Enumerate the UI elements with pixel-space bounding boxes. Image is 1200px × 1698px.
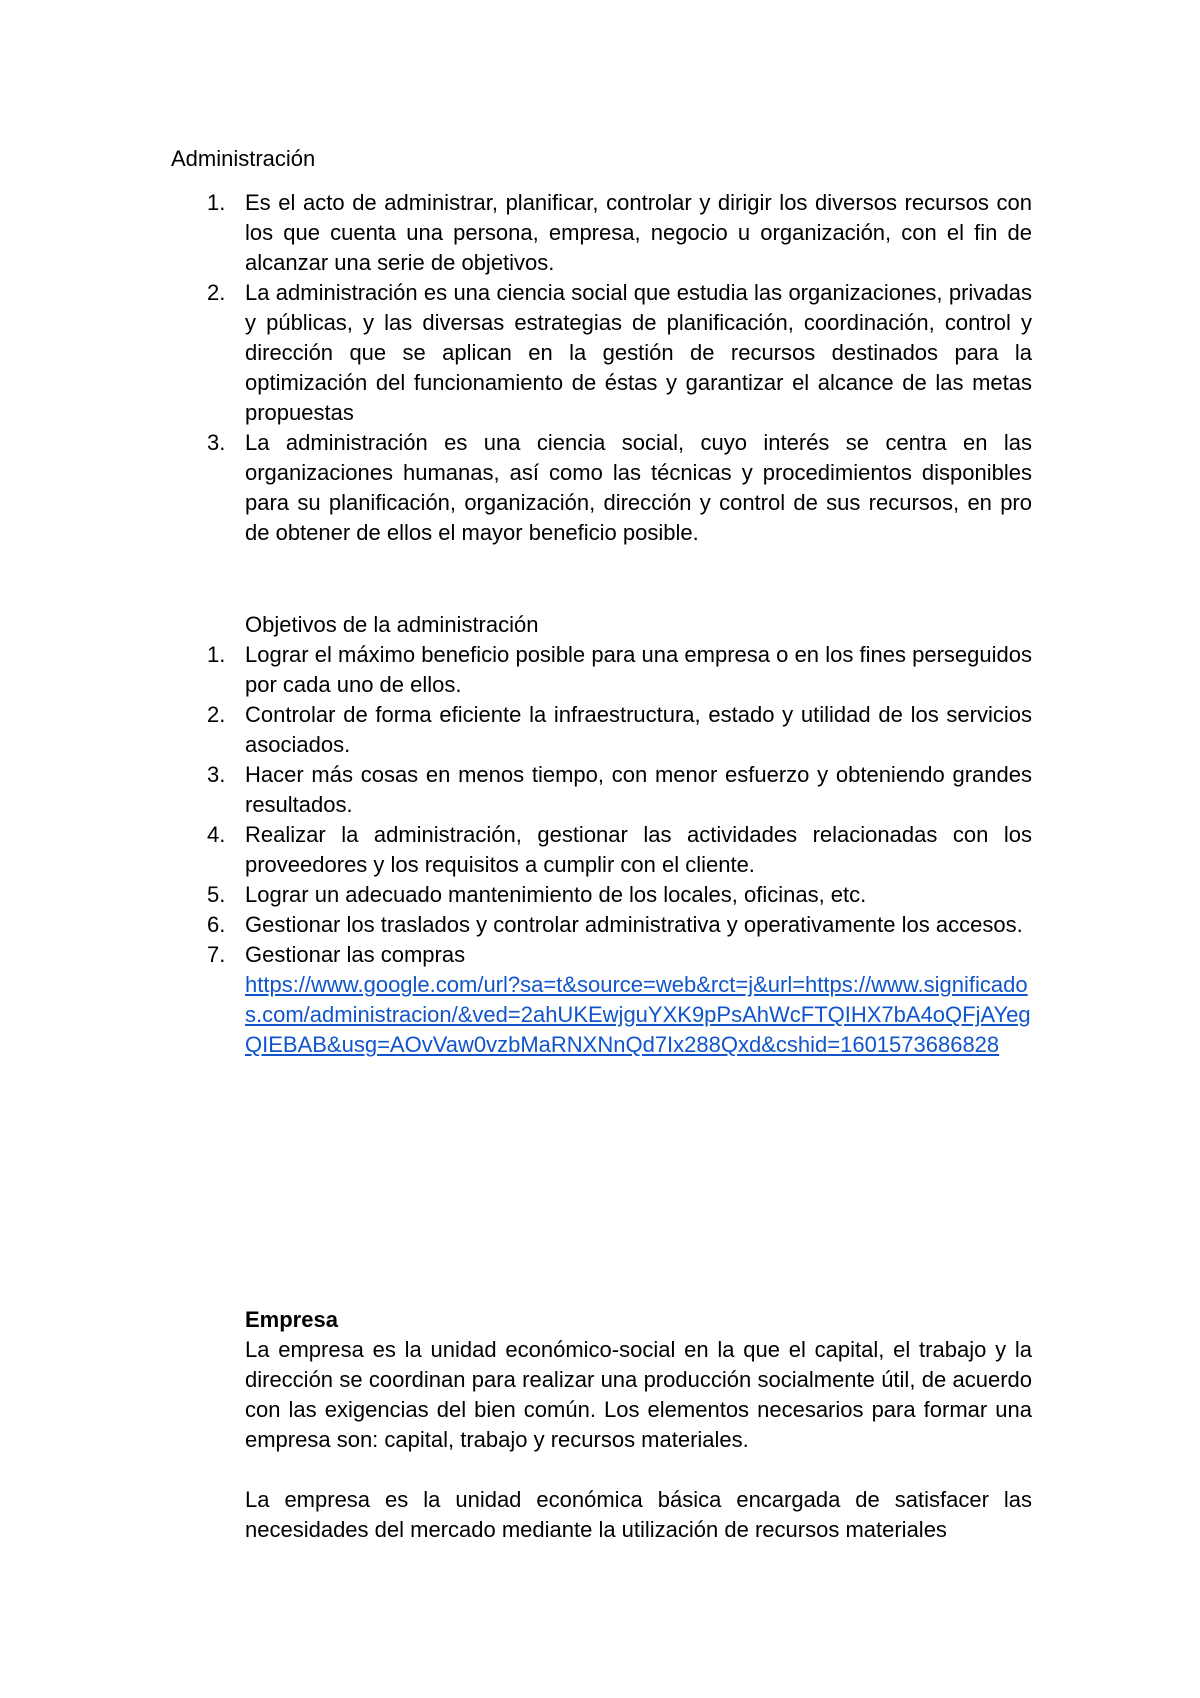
list-item-text: Lograr un adecuado mantenimiento de los locales, oficinas, etc. <box>245 882 867 907</box>
list-item-text: Gestionar las compras <box>245 942 466 967</box>
document-title: Administración <box>171 146 316 171</box>
list-item-text: Hacer más cosas en menos tiempo, con menor esfuerzo y obteniendo grandes resultados. <box>245 762 1032 817</box>
list-item-text: Lograr el máximo beneficio posible para una empresa o en los fines perseguidos por cada uno de ellos. <box>245 642 1032 697</box>
list-item <box>0 700 1032 760</box>
list-item <box>0 760 1032 820</box>
empresa-title: Empresa <box>245 1307 338 1332</box>
objectives-title: Objetivos de la administración <box>245 612 539 637</box>
list-number: 2. <box>207 702 226 727</box>
list-item <box>0 910 1032 940</box>
empresa-paragraph: La empresa es la unidad económico-social en la que el capital, el trabajo y la dirección se coordinan para realizar una producción socialmente útil, de acuerdo con las exigencias del bien común. Los elementos necesarios para formar una empresa son: capital, trabajo y recursos materiales. <box>245 1337 1032 1452</box>
list-number: 1. <box>207 190 226 215</box>
list-item <box>0 820 1032 880</box>
list-number: 3. <box>207 430 226 455</box>
list-item <box>0 640 1032 700</box>
list-item <box>0 880 1032 910</box>
objectives-list <box>0 640 1032 1060</box>
list-item-text: Gestionar los traslados y controlar administrativa y operativamente los accesos. <box>245 912 1023 937</box>
empresa-paragraph: La empresa es la unidad económica básica encargada de satisfacer las necesidades del mercado mediante la utilización de recursos materiales <box>245 1487 1032 1542</box>
source-link[interactable]: https://www.google.com/url?sa=t&source=web&rct=j&url=https://www.significados.com/administracion/&ved=2ahUKEwjguYXK9pPsAhWcFTQIHX7bA4oQFjAYegQIEBAB&usg=AOvVaw0vzbMaRNXNnQd7Ix288Qxd&cshid=1601573686828 <box>245 972 1031 1057</box>
list-item <box>0 278 1032 428</box>
list-item <box>0 188 1032 278</box>
list-item-text: La administración es una ciencia social que estudia las organizaciones, privadas y públicas, y las diversas estrategias de planificación, coordinación, control y dirección que se aplican en la gestión de recursos destinados para la optimización del funcionamiento de éstas y garantizar el alcance de las metas propuestas <box>245 280 1032 425</box>
list-number: 5. <box>207 882 226 907</box>
list-item-text: Realizar la administración, gestionar las actividades relacionadas con los proveedores y los requisitos a cumplir con el cliente. <box>245 822 1032 877</box>
list-number: 1. <box>207 642 226 667</box>
list-item-text: Es el acto de administrar, planificar, controlar y dirigir los diversos recursos con los que cuenta una persona, empresa, negocio u organización, con el fin de alcanzar una serie de objetivos. <box>245 190 1032 275</box>
list-item <box>0 940 1032 1060</box>
list-item-text: Controlar de forma eficiente la infraestructura, estado y utilidad de los servicios asociados. <box>245 702 1032 757</box>
list-item-text: La administración es una ciencia social, cuyo interés se centra en las organizaciones humanas, así como las técnicas y procedimientos disponibles para su planificación, organización, dirección y control de sus recursos, en pro de obtener de ellos el mayor beneficio posible. <box>245 430 1032 545</box>
list-number: 4. <box>207 822 226 847</box>
list-number: 6. <box>207 912 226 937</box>
list-number: 7. <box>207 942 226 967</box>
list-item <box>0 428 1032 548</box>
list-number: 3. <box>207 762 226 787</box>
definitions-list <box>0 188 1032 548</box>
list-number: 2. <box>207 280 226 305</box>
